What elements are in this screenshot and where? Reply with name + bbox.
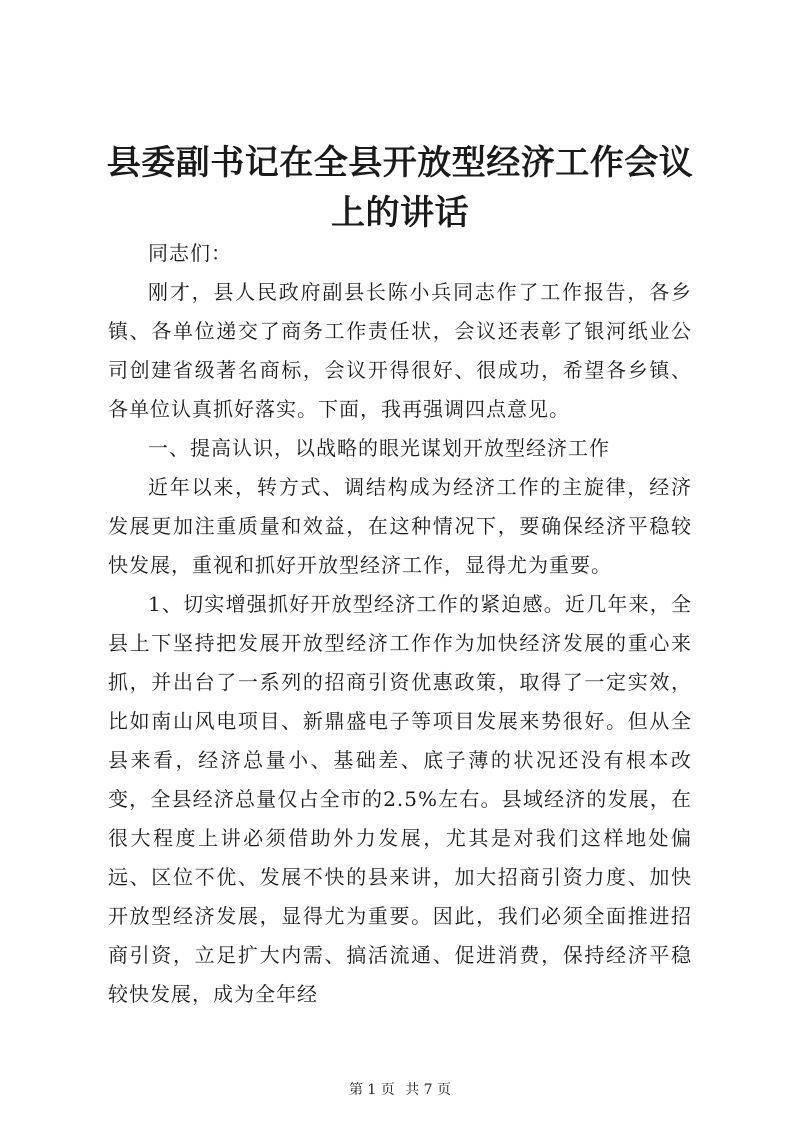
section-heading-1: 一、提高认识，以战略的眼光谋划开放型经济工作: [148, 436, 610, 460]
salutation: 同志们：: [148, 241, 232, 265]
page-footer: [0, 1080, 800, 1100]
page-number-total: 共 7 页: [405, 1082, 452, 1098]
document-body: [108, 234, 692, 1014]
paragraph-point-1: 1、切实增强抓好开放型经济工作的紧迫感。近几年来，全县上下坚持把发展开放型经济工作作为加快经济发展的重心来抓，并出台了一系列的招商引资优惠政策，取得了一定实效，比如南山风电项目、新鼎盛电子等项目发展来势很好。但从全县来看，经济总量小、基础差、底子薄的状况还没有根本改变，全县经济总量仅占全市的2.5%左右。县域经济的发展，在很大程度上讲必须借助外力发展，尤其是对我们这样地处偏远、区位不优、发展不快的县来讲，加大招商引资力度、加快开放型经济发展，显得尤为重要。因此，我们必须全面推进招商引资，立足扩大内需、搞活流通、促进消费，保持经济平稳较快发展，成为全年经: [108, 592, 692, 1006]
document-title: 县委副书记在全县开放型经济工作会议上的讲话: [106, 143, 694, 233]
paragraph-intro: 刚才，县人民政府副县长陈小兵同志作了工作报告，各乡镇、各单位递交了商务工作责任状，会议还表彰了银河纸业公司创建省级著名商标，会议开得很好、很成功，希望各乡镇、各单位认真抓好落实。下面，我再强调四点意见。: [108, 280, 692, 421]
paragraph-section-1: 近年以来，转方式、调结构成为经济工作的主旋律，经济发展更加注重质量和效益，在这种情况下，要确保经济平稳较快发展，重视和抓好开放型经济工作，显得尤为重要。: [108, 475, 692, 577]
page-number-current: 第 1 页: [348, 1082, 395, 1098]
